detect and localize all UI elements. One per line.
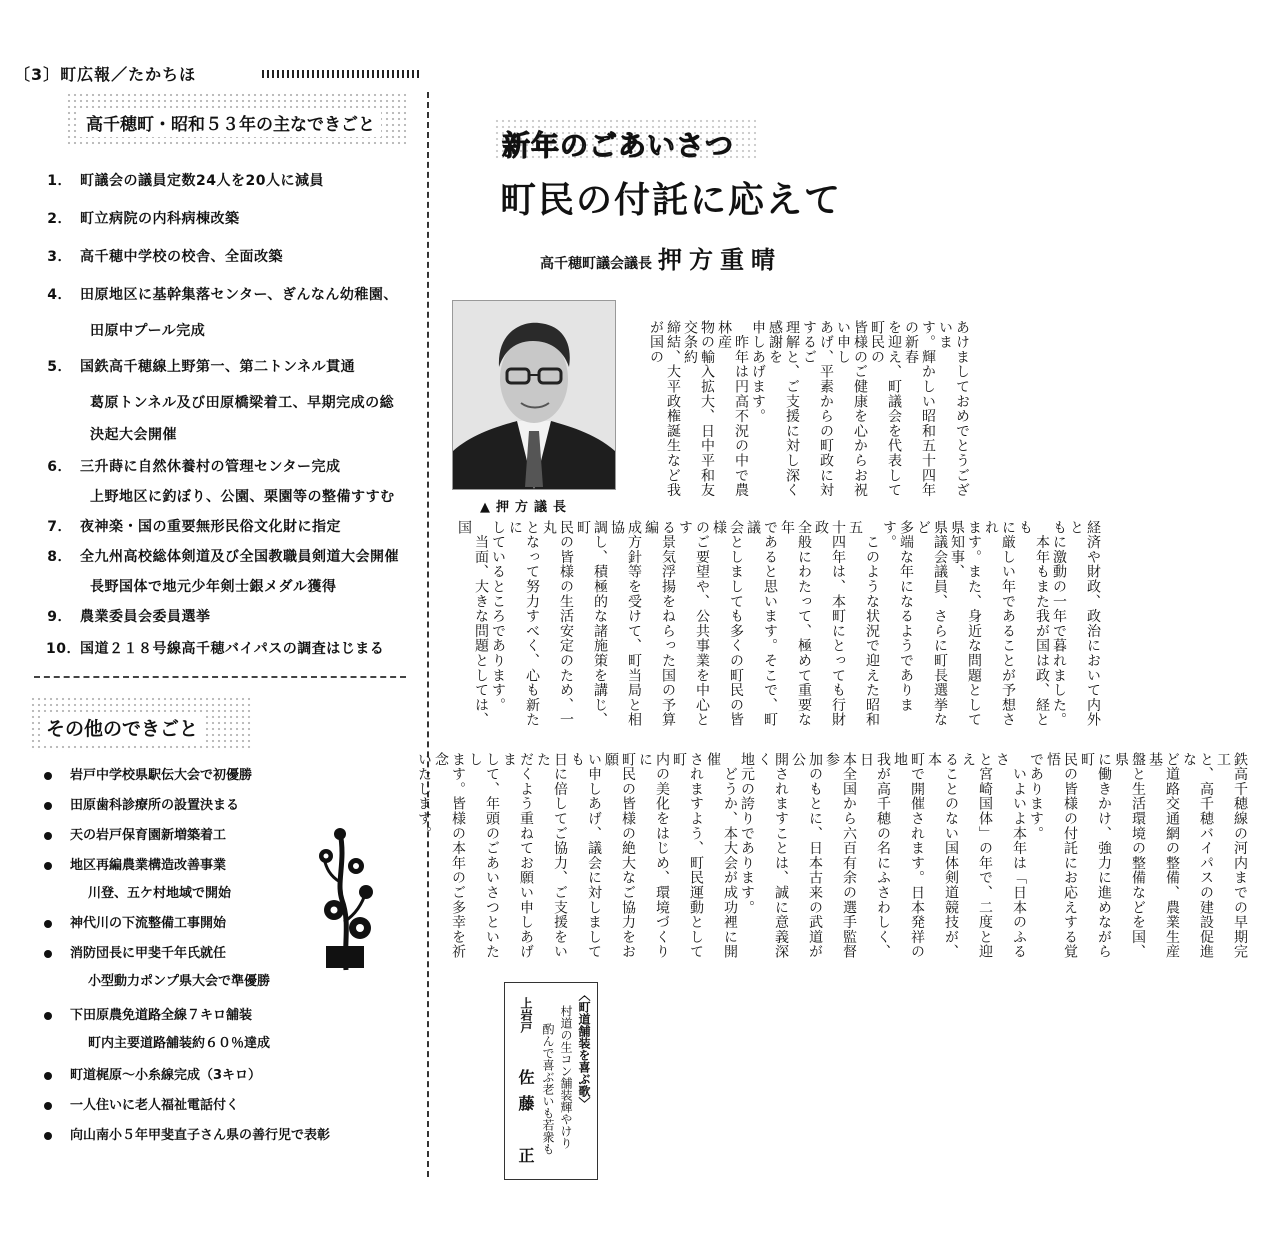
page-header: 〔3〕町広報／たかちほ — [14, 65, 197, 84]
other-event-sub: 川登、五ケ村地域で開始 — [88, 886, 232, 901]
other-event-item: 地区再編農業構造改善事業 — [44, 854, 226, 873]
article-body-middle: 経済や財政、政治において内外と もに激動の一年で暮れました。 本年もまた我が国は政、経とも に厳しい年であることが予想され ます。また、身近な問題として県知事、 県議会議員、さらに町長選挙など 多端な年になるようであります。 このような状況で迎えた昭和五 十四年は、本町にとっても行財政 全般にわたって、極めて重要な年 であると思います。そこで、町議 会としましても多くの町民の皆様 のご要望や、公共事業を中心とす る景気浮揚をねらった国の予算編 成方針等を受けて、町当局と相協 調し、積極的な諸施策を講じ、町 民の皆様の生活安定のため、一丸 となって努力すべく、心も新たに しているところであります。 当面、大きな問題としては、国 — [456, 520, 1101, 728]
other-event-item: 消防団長に甲斐千年氏就任 — [44, 942, 226, 961]
article-body-bottom: 鉄高千穂線の河内までの早期完工 と、高千穂バイパスの建設促進な ど道路交通網の整備、農業生産基 盤と生活環境の整備などを国、県 に働きかけ、強力に進めながら町 民の皆様の付託にお応えする覚悟 であります。 いよいよ本年は「日本のふるさ と宮崎国体」の年で、二度と迎え ることのない国体剣道競技が、本 町で開催されます。日本発祥の地 我が高千穂の名にふさわしく、日 本全国から六百有余の選手監督参 加のもとに、日本古来の武道が公 開されますことは、誠に意義深く 地元の誇りであります。 どうか、本大会が成功裡に開催 されますよう、町民運動として町 内の美化をはじめ、環境づくりに 町民の皆様の絶大なご協力をお願 い申しあげ、議会に対しましても 日に倍してご協力、ご支援をいた だくよう重ねてお願い申しあげま して、年頭のごあいさつといたし ます。皆様の本年のご多幸を祈念 いたします。 — [416, 752, 1248, 960]
event-continuation: 葛原トンネル及び田原橋梁着工、早期完成の総 — [90, 395, 395, 411]
poem-box — [504, 982, 598, 1180]
event-continuation: 決起大会開催 — [90, 427, 177, 443]
bullet-icon — [44, 920, 52, 928]
event-item: 4． 田原地区に基幹集落センター、ぎんなん幼稚園、 — [47, 287, 398, 303]
poem-line: 村道の生コン舗装輝やけり — [559, 1005, 573, 1149]
other-event-item: 神代川の下流整備工事開始 — [44, 912, 226, 931]
event-continuation: 長野国体で地元少年剣士銀メダル獲得 — [90, 579, 337, 595]
event-item: 3． 高千穂中学校の校舎、全面改築 — [47, 249, 283, 265]
photo-caption: ▲押方議長 — [480, 500, 572, 515]
bullet-icon — [44, 862, 52, 870]
other-event-item: 田原歯科診療所の設置決まる — [44, 794, 239, 813]
bullet-icon — [44, 832, 52, 840]
event-item: 2． 町立病院の内科病棟改築 — [47, 211, 240, 227]
portrait-photo — [452, 300, 616, 490]
header-rule — [262, 70, 422, 78]
bullet-icon — [44, 772, 52, 780]
event-item: 10．国道２１８号線高千穂バイパスの調査はじまる — [46, 641, 385, 657]
event-continuation: 上野地区に釣ぼり、公園、栗園等の整備すすむ — [90, 489, 395, 505]
event-item: 9． 農業委員会委員選挙 — [47, 609, 211, 625]
event-item: 7． 夜神楽・国の重要無形民俗文化財に指定 — [47, 519, 341, 535]
bullet-icon — [44, 802, 52, 810]
other-event-item: 天の岩戸保育園新増築着工 — [44, 824, 226, 843]
bullet-icon — [44, 1132, 52, 1140]
other-event-item: 下田原農免道路全線７キロ舗装 — [44, 1004, 252, 1023]
column-divider — [427, 92, 429, 1177]
article-byline — [540, 240, 782, 275]
article-body-top: あけましておめでとうございま す。輝かしい昭和五十四年の新春 を迎え、町議会を代表して町民の 皆様のご健康を心からお祝い申し あげ、平素からの町政に対するご 理解と、ご支援に対し深く感謝を 申しあげます。 昨年は円高不況の中で農林産 物の輸入拡大、日中平和友交条約 締結、大平政権誕生など我が国の — [648, 320, 970, 498]
bullet-icon — [44, 950, 52, 958]
other-event-item: 岩戸中学校県駅伝大会で初優勝 — [44, 764, 252, 783]
event-continuation: 田原中プール完成 — [90, 323, 206, 339]
portrait-image — [453, 301, 615, 489]
greeting-title: 新年のごあいさつ — [502, 129, 735, 162]
other-event-sub: 小型動力ポンプ県大会で準優勝 — [88, 974, 271, 989]
bullet-icon — [44, 1012, 52, 1020]
poem-title: 〈町道舗装を喜ぶ歌〉 — [577, 989, 591, 1109]
bullet-icon — [44, 1102, 52, 1110]
event-item: 6． 三升蒔に自然休養村の管理センター完成 — [47, 459, 341, 475]
bullet-icon — [44, 1072, 52, 1080]
author-name: 押方重晴 — [658, 246, 782, 274]
section2-title: その他のできごと — [40, 712, 204, 743]
section-divider — [34, 676, 406, 678]
event-item: 8． 全九州高校総体剣道及び全国教職員剣道大会開催 — [47, 549, 399, 565]
section1-title: 高千穂町・昭和５３年の主なできごと — [80, 108, 381, 137]
plum-blossom-illustration — [316, 822, 376, 972]
other-event-item: 一人住いに老人福祉電話付く — [44, 1094, 239, 1113]
other-event-item: 町道梶原～小糸線完成（3キロ） — [44, 1064, 261, 1083]
poem-author-place: 上岩戸 — [519, 997, 533, 1033]
article-title: 町民の付託に応えて — [500, 180, 843, 221]
other-event-item: 向山南小５年甲斐直子さん県の善行児で表彰 — [44, 1124, 330, 1143]
event-item: 1． 町議会の議員定数24人を20人に減員 — [47, 173, 324, 189]
other-event-sub: 町内主要道路舗装約６０％達成 — [88, 1036, 271, 1051]
poem-author-name: 佐藤 正 — [516, 1069, 535, 1173]
poem-line: 酌んで喜ぶ老いも若衆も — [541, 1023, 555, 1155]
author-role: 高千穂町議会議長 — [540, 256, 652, 272]
event-item: 5． 国鉄高千穂線上野第一、第二トンネル貫通 — [47, 359, 356, 375]
